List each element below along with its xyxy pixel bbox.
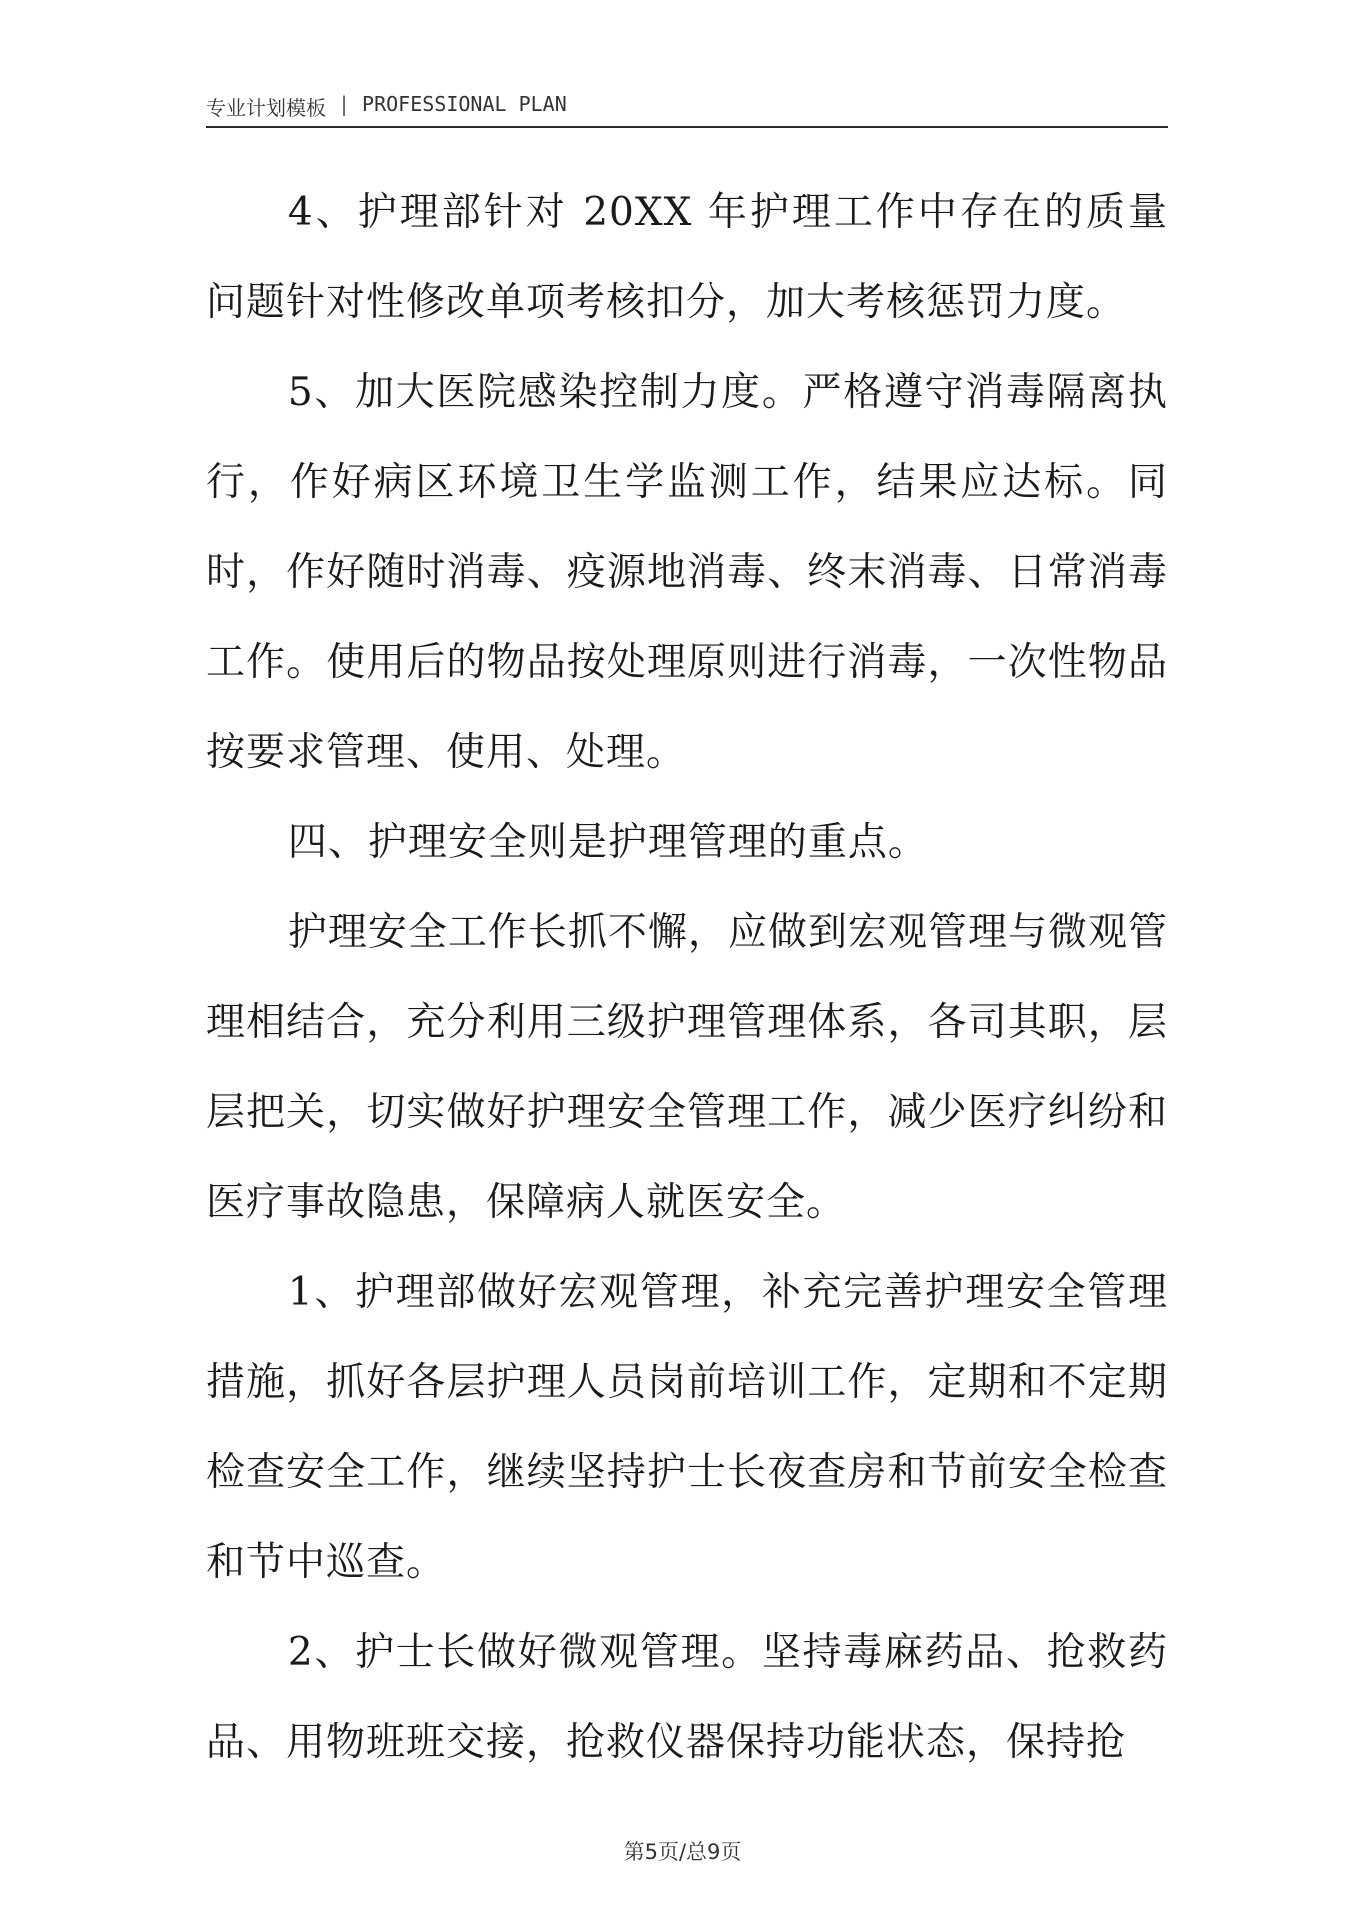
page-header [206, 92, 1168, 128]
paragraph-item-4: 4、护理部针对 20XX 年护理工作中存在的质量问题针对性修改单项考核扣分，加大考核惩罚力度。 [206, 190, 1168, 325]
header-title-english: PROFESSIONAL PLAN [362, 92, 567, 116]
paragraph-item-1: 1、护理部做好宏观管理，补充完善护理安全管理措施，抓好各层护理人员岗前培训工作，定期和不定期检查安全工作，继续坚持护士长夜查房和节前安全检查和节中巡查。 [206, 1270, 1168, 1585]
header-separator: | [338, 92, 351, 116]
section-heading-four: 四、护理安全则是护理管理的重点。 [287, 820, 928, 865]
header-title-chinese: 专业计划模板 [206, 96, 326, 120]
page-number: 第5页/总9页 [623, 1840, 742, 1864]
document-body [206, 168, 1168, 1788]
paragraph-item-2: 2、护士长做好微观管理。坚持毒麻药品、抢救药品、用物班班交接，抢救仪器保持功能状态，保持抢 [206, 1630, 1168, 1765]
paragraph-item-5: 5、加大医院感染控制力度。严格遵守消毒隔离执行，作好病区环境卫生学监测工作，结果应达标。同时，作好随时消毒、疫源地消毒、终末消毒、日常消毒工作。使用后的物品按处理原则进行消毒，一次性物品按要求管理、使用、处理。 [206, 370, 1168, 775]
paragraph-safety-intro: 护理安全工作长抓不懈，应做到宏观管理与微观管理相结合，充分利用三级护理管理体系，各司其职，层层把关，切实做好护理安全管理工作，减少医疗纠纷和医疗事故隐患，保障病人就医安全。 [206, 910, 1168, 1225]
